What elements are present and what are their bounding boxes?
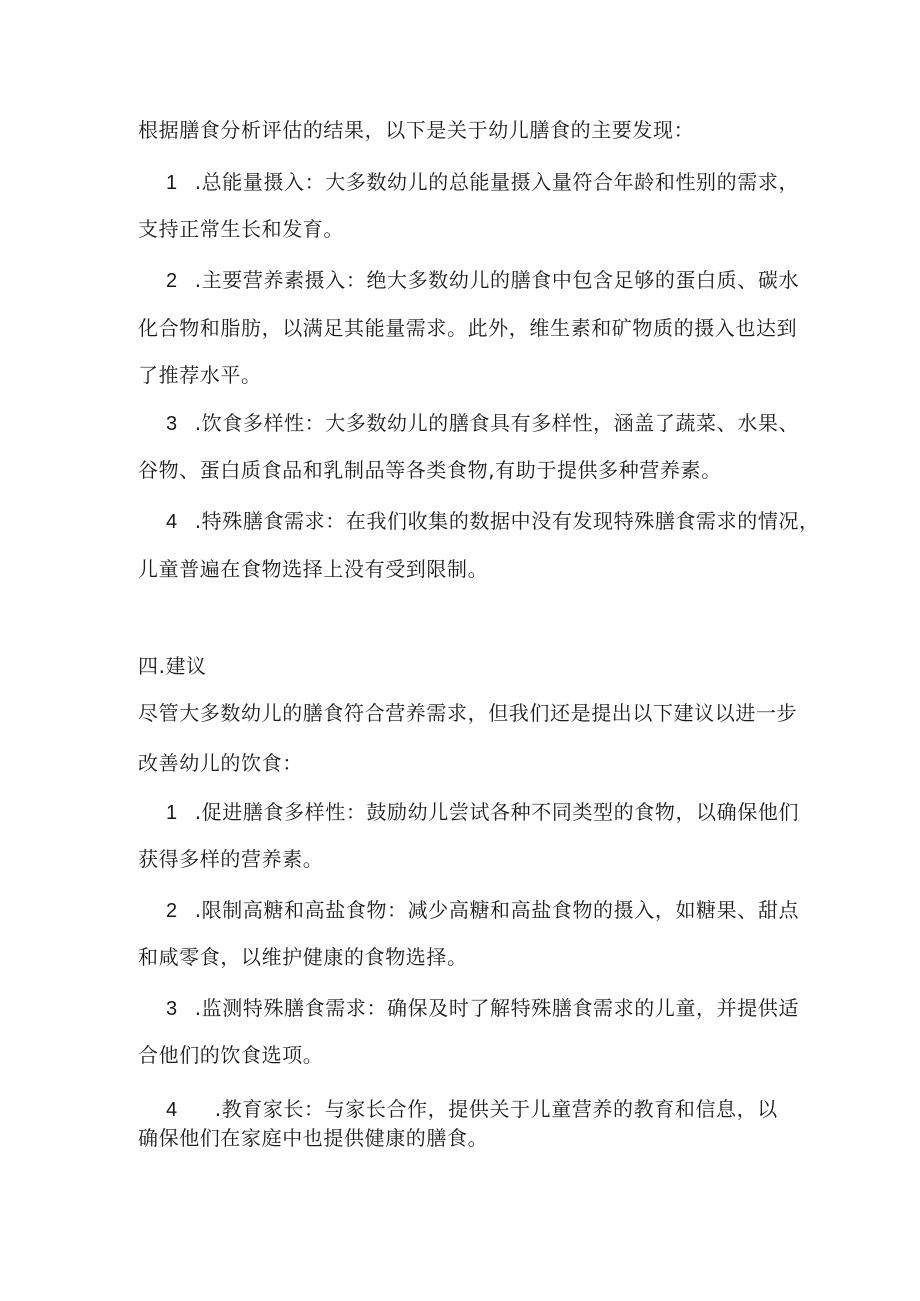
recommendation-3-text: .监测特殊膳食需求：确保及时了解特殊膳食需求的儿童，并提供适: [194, 996, 800, 1020]
finding-3-number: 3: [166, 413, 178, 435]
recommendations-heading: 四.建议: [138, 654, 207, 678]
recommendation-1-line-2: 获得多样的营养素。: [138, 847, 324, 871]
recommendation-4-line-1: [166, 1096, 778, 1123]
finding-2-text: .主要营养素摄入：绝大多数幼儿的膳食中包含足够的蛋白质、碳水: [194, 268, 800, 292]
recommendation-2-text: .限制高糖和高盐食物：减少高糖和高盐食物的摄入，如糖果、甜点: [194, 898, 800, 922]
recommendation-1-number: 1: [166, 802, 178, 824]
recommendation-3-number: 3: [166, 998, 178, 1020]
finding-2-number: 2: [166, 270, 178, 292]
recommendation-2-line-2: 和咸零食，以维护健康的食物选择。: [138, 945, 468, 969]
recommendation-3-line-1: [166, 995, 799, 1022]
finding-1-text: .总能量摄入：大多数幼儿的总能量摄入量符合年龄和性别的需求，: [194, 170, 800, 194]
finding-3-line-1: [166, 410, 799, 437]
findings-intro: 根据膳食分析评估的结果，以下是关于幼儿膳食的主要发现：: [138, 118, 695, 142]
recommendation-2-line-1: [166, 897, 799, 924]
recommendation-4-number: 4: [166, 1099, 178, 1121]
finding-2-line-2: 化合物和脂肪，以满足其能量需求。此外，维生素和矿物质的摄入也达到: [138, 316, 798, 340]
recommendation-1-text: .促进膳食多样性：鼓励幼儿尝试各种不同类型的食物，以确保他们: [194, 800, 800, 824]
finding-3-line-2: 谷物、蛋白质食品和乳制品等各类食物,有助于提供多种营养素。: [138, 458, 722, 482]
finding-4-line-1: [166, 508, 820, 535]
finding-1-line-2: 支持正常生长和发育。: [138, 217, 344, 241]
recommendation-4-line-2: 确保他们在家庭中也提供健康的膳食。: [138, 1126, 489, 1150]
recommendation-4-text: .教育家长：与家长合作，提供关于儿童营养的教育和信息，以: [214, 1097, 778, 1121]
recommendation-3-line-2: 合他们的饮食选项。: [138, 1043, 324, 1067]
finding-4-text: .特殊膳食需求：在我们收集的数据中没有发现特殊膳食需求的情况，: [194, 509, 820, 533]
finding-4-number: 4: [166, 511, 178, 533]
finding-4-line-2: 儿童普遍在食物选择上没有受到限制。: [138, 557, 489, 581]
recommendations-intro-line-1: 尽管大多数幼儿的膳食符合营养需求，但我们还是提出以下建议以进一步: [138, 701, 798, 725]
finding-1-line-1: [166, 169, 799, 196]
finding-1-number: 1: [166, 172, 178, 194]
finding-2-line-3: 了推荐水平。: [138, 363, 262, 387]
finding-3-text: .饮食多样性：大多数幼儿的膳食具有多样性，涵盖了蔬菜、水果、: [194, 411, 800, 435]
finding-2-line-1: [166, 267, 799, 294]
recommendation-1-line-1: [166, 799, 799, 826]
recommendations-intro-line-2: 改善幼儿的饮食：: [138, 751, 303, 775]
recommendation-2-number: 2: [166, 900, 178, 922]
